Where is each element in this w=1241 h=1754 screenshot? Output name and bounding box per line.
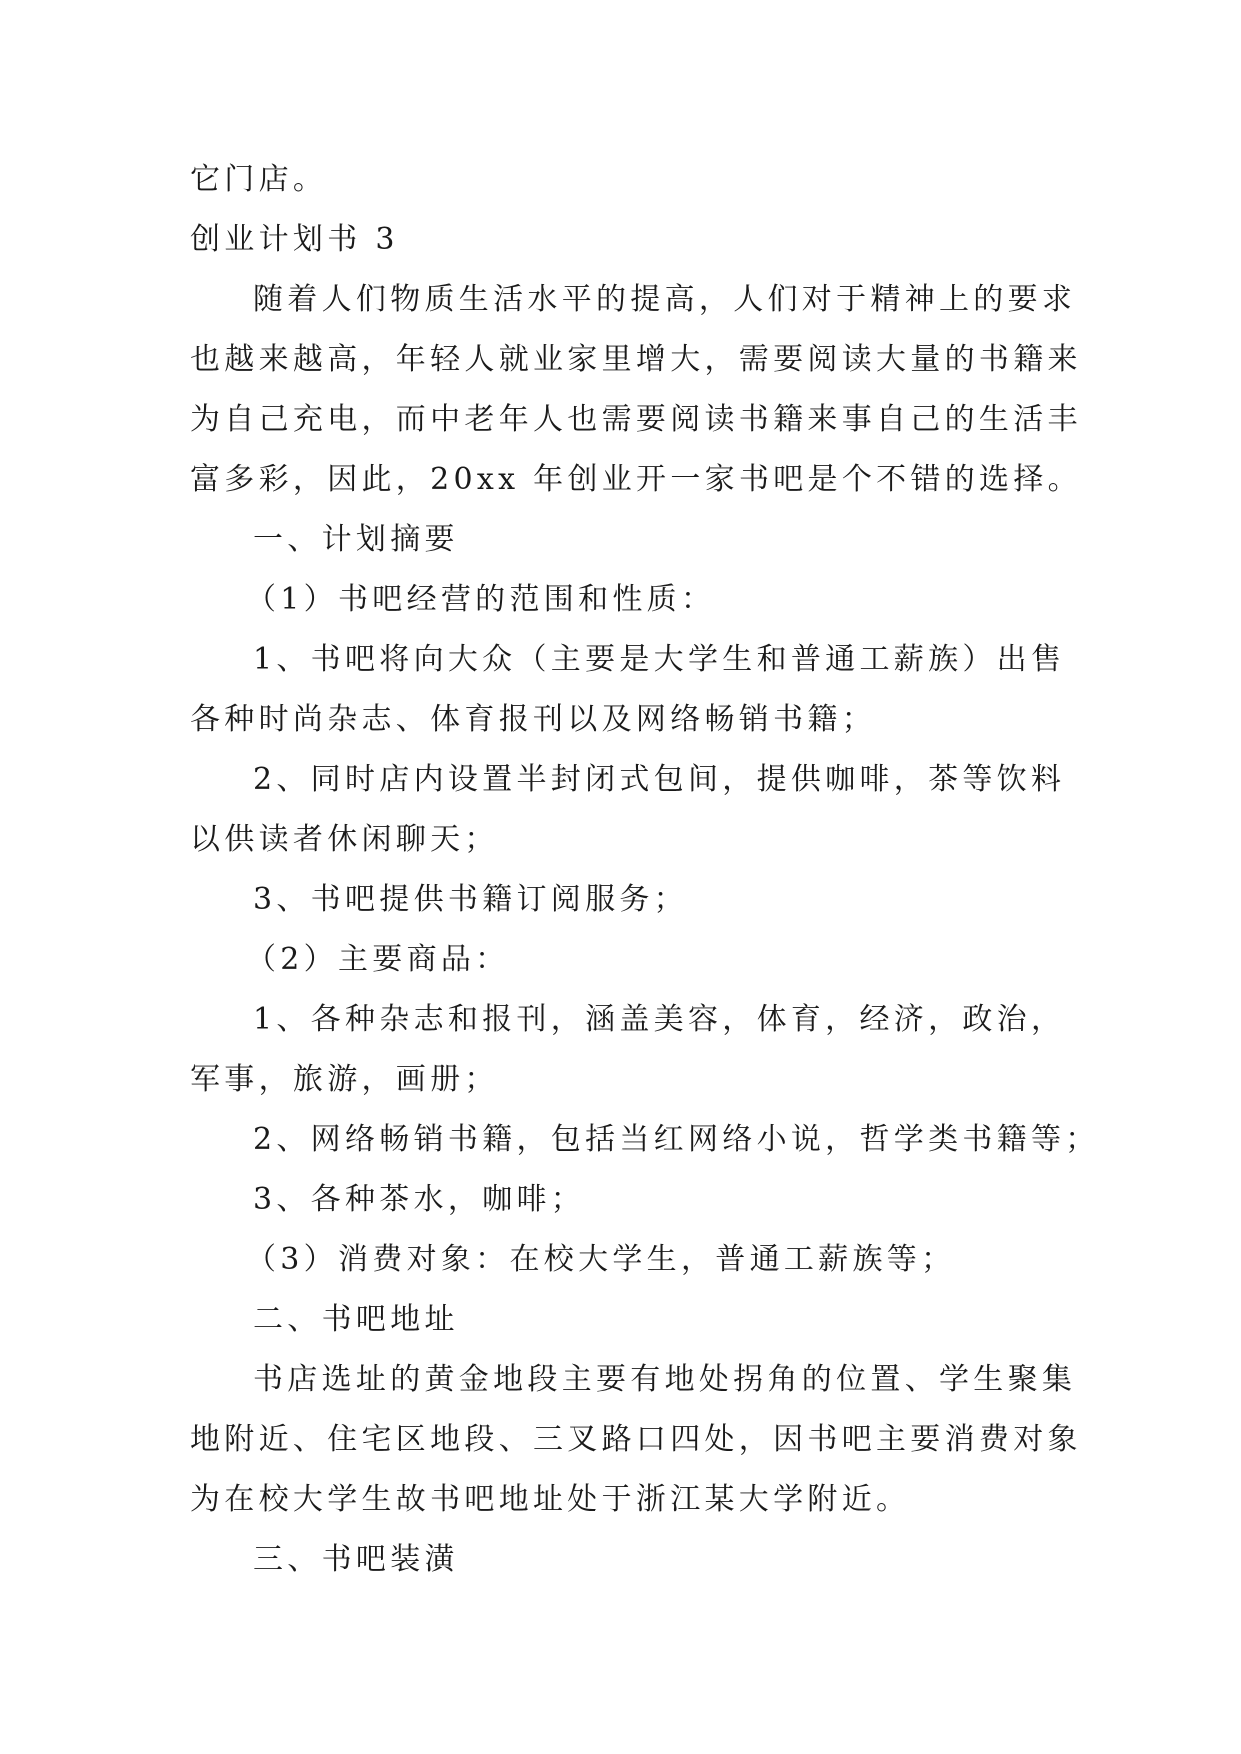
list-item-continued: 军事，旅游，画册； — [190, 1062, 499, 1097]
text-line: 它门店。 — [190, 162, 328, 197]
list-item-continued: 各种时尚杂志、体育报刊以及网络畅销书籍； — [190, 702, 876, 737]
paragraph-line: 随着人们物质生活水平的提高，人们对于精神上的要求 — [253, 282, 1077, 317]
heading-address: 二、书吧地址 — [253, 1302, 459, 1337]
paragraph-line: 也越来越高，年轻人就业家里增大，需要阅读大量的书籍来 — [190, 342, 1082, 377]
paragraph-line: 地附近、住宅区地段、三叉路口四处，因书吧主要消费对象 — [190, 1422, 1082, 1457]
subheading-scope: （1）书吧经营的范围和性质： — [246, 582, 716, 617]
list-item: 3、各种茶水，咖啡； — [253, 1182, 586, 1217]
paragraph-line: 为自己充电，而中老年人也需要阅读书籍来事自己的生活丰 — [190, 402, 1082, 437]
list-item: 2、网络畅销书籍，包括当红网络小说，哲学类书籍等； — [253, 1122, 1100, 1157]
list-item: 1、书吧将向大众（主要是大学生和普通工薪族）出售 — [253, 642, 1066, 677]
paragraph-line: 富多彩，因此，20xx 年创业开一家书吧是个不错的选择。 — [190, 462, 1082, 497]
section-title: 创业计划书 3 — [190, 222, 399, 257]
subheading-products: （2）主要商品： — [246, 942, 510, 977]
heading-decoration: 三、书吧装潢 — [253, 1542, 459, 1577]
heading-plan-summary: 一、计划摘要 — [253, 522, 459, 557]
list-item: 1、各种杂志和报刊，涵盖美容，体育，经济，政治， — [253, 1002, 1066, 1037]
list-item: 2、同时店内设置半封闭式包间，提供咖啡，茶等饮料 — [253, 762, 1066, 797]
subheading-customers: （3）消费对象：在校大学生，普通工薪族等； — [246, 1242, 956, 1277]
paragraph-line: 为在校大学生故书吧地址处于浙江某大学附近。 — [190, 1482, 911, 1517]
list-item-continued: 以供读者休闲聊天； — [190, 822, 499, 857]
list-item: 3、书吧提供书籍订阅服务； — [253, 882, 688, 917]
paragraph-line: 书店选址的黄金地段主要有地处拐角的位置、学生聚集 — [253, 1362, 1077, 1397]
